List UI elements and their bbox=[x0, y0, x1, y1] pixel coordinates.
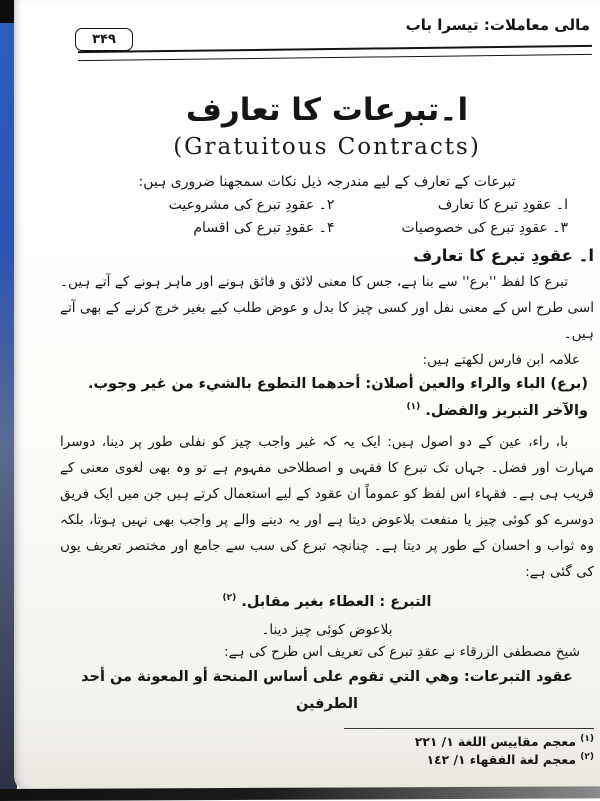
chapter-title-english: (Gratuitous Contracts) bbox=[173, 134, 481, 160]
paragraph-explanation: با، راء، عین کے دو اصول ہیں: ایک یہ کہ غیر واجب چیز کو نفلی طور پر دینا، دوسرا مہارت اور فضل۔ جہاں تک تبرع کا فقہی و اصطلاحی مفہوم ہے تو وہ بھی لغوی معنی کے قریب ہی ہے۔ فقہاء اس لفظ کو عموماً ان عقود کے لیے استعمال کرتے ہیں جن میں ایک فریق دوسرے کو کوئی چیز یا منفعت بلاعوض دیتا ہے اور یہ دینے والے پر واجب بھی نہیں ہوتا، بلکہ وہ ثواب و احسان کے طور پر دیتا ہے۔ چنانچہ تبرع کی سب سے جامع اور مختصر تعریف یوں کی گئی ہے: bbox=[60, 434, 594, 580]
footnote-2-text: معجم لغة الفقهاء ١/ ١٤٢ bbox=[426, 753, 576, 767]
section-heading: ا۔ عقودِ تبرع کا تعارف bbox=[413, 246, 594, 265]
point-4: ۴۔ عقودِ تبرع کی اقسام bbox=[193, 220, 335, 236]
definition-urdu: بلاعوض کوئی چیز دینا۔ bbox=[261, 622, 393, 638]
point-3: ۳۔ عقودِ تبرع کی خصوصیات bbox=[401, 220, 568, 236]
points-list bbox=[60, 197, 594, 236]
header-rule-top bbox=[78, 45, 592, 53]
footnote-2-marker: (٢) bbox=[580, 751, 594, 762]
footnote-ref-2: (٢) bbox=[222, 593, 237, 604]
footnote-2 bbox=[60, 753, 594, 767]
footnote-separator bbox=[344, 728, 594, 729]
zarqa-intro: شیخ مصطفی الزرقاء نے عقدِ تبرع کی تعریف اس طرح کی ہے: bbox=[224, 644, 580, 660]
footnote-1-marker: (١) bbox=[580, 733, 594, 744]
scan-bottom-shadow bbox=[0, 786, 600, 801]
definition-arabic bbox=[60, 589, 594, 616]
points-row bbox=[60, 220, 594, 236]
ibn-faris-intro: علامہ ابن فارس لکھتے ہیں: bbox=[422, 352, 580, 368]
footnote-1 bbox=[60, 735, 594, 749]
ibn-faris-quote bbox=[60, 371, 588, 425]
points-row bbox=[60, 197, 594, 213]
ibn-faris-quote-text: (برع) الباء والراء والعين أصلان: أحدهما التطوع بالشيء من غير وجوب. والآخر التبريز والفضل. bbox=[87, 376, 588, 419]
chapter-title-urdu: ا۔تبرعات کا تعارف bbox=[185, 92, 469, 128]
intro-line: تبرعات کے تعارف کے لیے مندرجہ ذیل نکات سمجھنا ضروری ہیں: bbox=[138, 174, 516, 190]
page-number: ۳۴۹ bbox=[92, 32, 116, 47]
running-head: مالی معاملات: تیسرا باب bbox=[405, 16, 590, 34]
point-2: ۲۔ عقودِ تبرع کی مشروعیت bbox=[168, 197, 335, 213]
page-surface bbox=[14, 0, 600, 792]
page-content bbox=[60, 14, 594, 792]
zarqa-quote: عقود التبرعات: وهي التي تقوم على أساس المنحة أو المعونة من أحد الطرفين bbox=[81, 669, 573, 712]
footnote-1-text: معجم مقاييس اللغة ١/ ٢٢١ bbox=[414, 735, 576, 749]
page-header bbox=[60, 14, 594, 58]
page-number-box bbox=[75, 28, 133, 51]
definition-arabic-text: التبرع : العطاء بغير مقابل. bbox=[241, 594, 432, 610]
point-1: ا۔ عقودِ تبرع کا تعارف bbox=[437, 197, 568, 213]
paragraph-etymology: تبرع کا لفظ ''برع'' سے بنا ہے، جس کا معنی لائق و فائق ہونے اور ماہر ہونے کے آتے ہیں۔ اسی طرح اس کے معنی نفل اور کسی چیز کا بدل و عوض طلب کیے بغیر خرچ کرنے کے بھی آتے ہیں۔ bbox=[60, 274, 594, 342]
header-rule-bottom bbox=[78, 54, 592, 61]
footnote-ref-1: (١) bbox=[406, 402, 421, 413]
